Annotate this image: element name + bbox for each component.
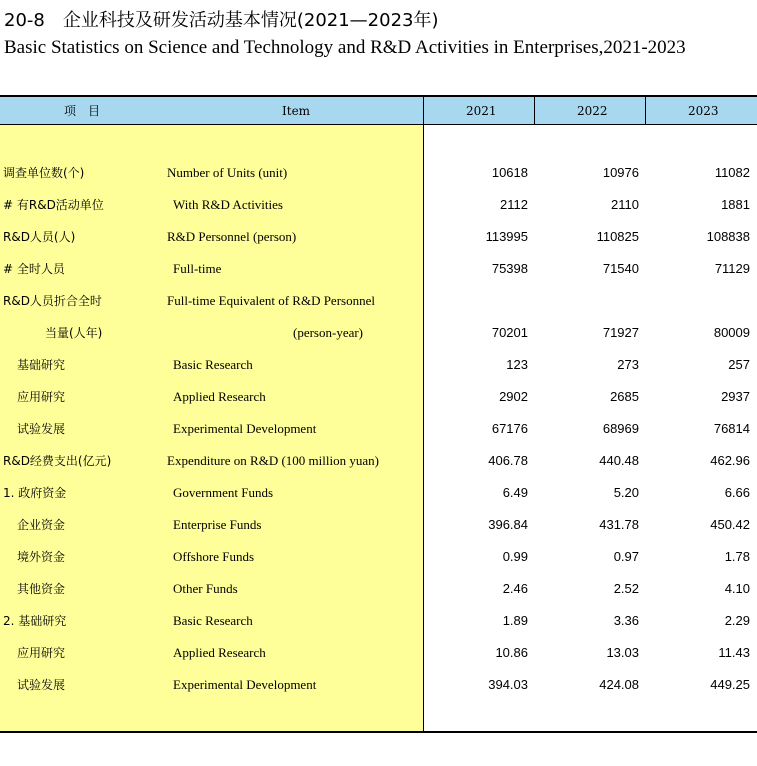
row-label-en: Number of Units (unit)	[167, 165, 288, 180]
row-value-2022: 10976	[602, 165, 639, 180]
row-label-cn: 应用研究	[17, 646, 66, 660]
row-value-2021: 10618	[491, 165, 528, 180]
row-value-2022: 0.97	[613, 549, 639, 564]
row-label-cn: 企业资金	[17, 518, 66, 532]
row-value-2023: 11082	[714, 165, 750, 180]
row-value-2021: 396.84	[488, 517, 528, 532]
row-value-2022: 71540	[602, 261, 639, 276]
row-value-2022: 5.20	[613, 485, 639, 500]
row-label-cn: 调查单位数(个)	[3, 166, 85, 180]
row-value-2023: 11.43	[718, 645, 750, 660]
row-label-en: Enterprise Funds	[173, 517, 262, 532]
row-value-2022: 3.36	[613, 613, 639, 628]
row-value-2022: 273	[617, 357, 639, 372]
row-label-en: (person-year)	[293, 325, 364, 340]
table-row	[0, 189, 757, 221]
row-label-cn: R&D经费支出(亿元)	[3, 454, 112, 468]
column-divider-2021	[534, 95, 535, 125]
row-label-cn: # 有R&D活动单位	[3, 198, 104, 212]
row-value-2021: 1.89	[502, 613, 528, 628]
row-value-2022: 2.52	[613, 581, 639, 596]
table-row	[0, 573, 757, 605]
page-title-en: Basic Statistics on Science and Technology and R&D Activities in Enterprises,2021-2023	[4, 37, 686, 58]
table-row	[0, 605, 757, 637]
row-value-2023: 6.66	[724, 485, 750, 500]
row-label-cn: 基础研究	[17, 358, 66, 372]
row-value-2023: 4.10	[724, 581, 750, 596]
row-label-en: Experimental Development	[173, 421, 317, 436]
row-value-2023: 108838	[706, 229, 750, 244]
row-value-2023: 2.29	[724, 613, 750, 628]
table-row	[0, 157, 757, 189]
row-value-2021: 394.03	[488, 677, 528, 692]
row-label-en: Applied Research	[173, 645, 266, 660]
row-value-2021: 406.78	[488, 453, 528, 468]
row-value-2021: 75398	[491, 261, 528, 276]
row-value-2021: 10.86	[495, 645, 528, 660]
table-top-rule	[0, 95, 757, 97]
page-title-cn: 20-8 企业科技及研发活动基本情况(2021—2023年)	[4, 10, 439, 31]
row-value-2021: 67176	[491, 421, 528, 436]
row-value-2022: 2110	[611, 197, 639, 212]
table-row	[0, 317, 757, 349]
row-value-2022: 2685	[610, 389, 639, 404]
row-label-en: R&D Personnel (person)	[167, 229, 297, 244]
row-value-2021: 123	[506, 357, 528, 372]
table-row	[0, 637, 757, 669]
table-bottom-rule	[0, 731, 757, 733]
row-value-2022: 71927	[602, 325, 639, 340]
row-value-2021: 70201	[491, 325, 528, 340]
row-label-en: Full-time Equivalent of R&D Personnel	[167, 293, 375, 308]
header-year-2021: 2021	[466, 104, 497, 118]
row-value-2023: 449.25	[710, 677, 750, 692]
row-value-2022: 440.48	[599, 453, 639, 468]
header-item-en: Item	[282, 104, 311, 118]
row-value-2023: 257	[728, 357, 750, 372]
row-label-en: Full-time	[173, 261, 222, 276]
header-item-cn: 项 目	[64, 104, 101, 118]
row-label-en: Applied Research	[173, 389, 266, 404]
table-row	[0, 541, 757, 573]
row-value-2023: 71129	[714, 261, 750, 276]
table-row	[0, 381, 757, 413]
row-value-2021: 2112	[500, 197, 528, 212]
row-value-2023: 462.96	[710, 453, 750, 468]
row-label-en: Experimental Development	[173, 677, 317, 692]
row-label-en: Government Funds	[173, 485, 274, 500]
row-value-2023: 1.78	[724, 549, 750, 564]
row-label-en: With R&D Activities	[173, 197, 283, 212]
table-row	[0, 445, 757, 477]
table-row	[0, 221, 757, 253]
row-value-2023: 2937	[721, 389, 750, 404]
table-row	[0, 477, 757, 509]
table-row	[0, 253, 757, 285]
row-label-cn: 试验发展	[17, 422, 66, 436]
row-label-cn: 其他资金	[17, 582, 66, 596]
row-value-2022: 431.78	[599, 517, 639, 532]
row-value-2022: 13.03	[606, 645, 639, 660]
row-label-cn: 试验发展	[17, 678, 66, 692]
row-label-cn: 应用研究	[17, 390, 66, 404]
row-value-2021: 2902	[499, 389, 528, 404]
row-value-2021: 2.46	[502, 581, 528, 596]
row-label-en: Other Funds	[173, 581, 238, 596]
header-year-2022: 2022	[577, 104, 608, 118]
table-row	[0, 285, 757, 317]
row-value-2021: 0.99	[502, 549, 528, 564]
row-label-en: Expenditure on R&D (100 million yuan)	[167, 453, 379, 468]
table-row	[0, 509, 757, 541]
header-year-2023: 2023	[688, 104, 719, 118]
row-value-2023: 450.42	[710, 517, 750, 532]
row-label-cn: R&D人员折合全时	[3, 294, 102, 308]
row-label-en: Offshore Funds	[173, 549, 255, 564]
row-value-2021: 113995	[485, 229, 528, 244]
row-label-cn: 境外资金	[17, 550, 66, 564]
row-value-2021: 6.49	[502, 485, 528, 500]
row-label-en: Basic Research	[173, 613, 253, 628]
row-value-2022: 68969	[602, 421, 639, 436]
row-value-2023: 80009	[713, 325, 750, 340]
row-value-2022: 110825	[596, 229, 639, 244]
row-label-cn: R&D人员(人)	[3, 230, 76, 244]
table-row	[0, 349, 757, 381]
row-label-en: Basic Research	[173, 357, 253, 372]
row-label-cn: 1. 政府资金	[3, 486, 67, 500]
table-header-rule	[0, 124, 757, 125]
row-label-cn: # 全时人员	[3, 262, 65, 276]
row-label-cn: 2. 基础研究	[3, 614, 67, 628]
table-header	[0, 95, 757, 125]
table-row	[0, 669, 757, 701]
row-value-2022: 424.08	[599, 677, 639, 692]
row-value-2023: 1881	[721, 197, 750, 212]
row-value-2023: 76814	[713, 421, 750, 436]
row-label-cn: 当量(人年)	[45, 326, 103, 340]
table-row	[0, 413, 757, 445]
column-divider-2022	[645, 95, 646, 125]
statistics-table	[0, 95, 757, 733]
